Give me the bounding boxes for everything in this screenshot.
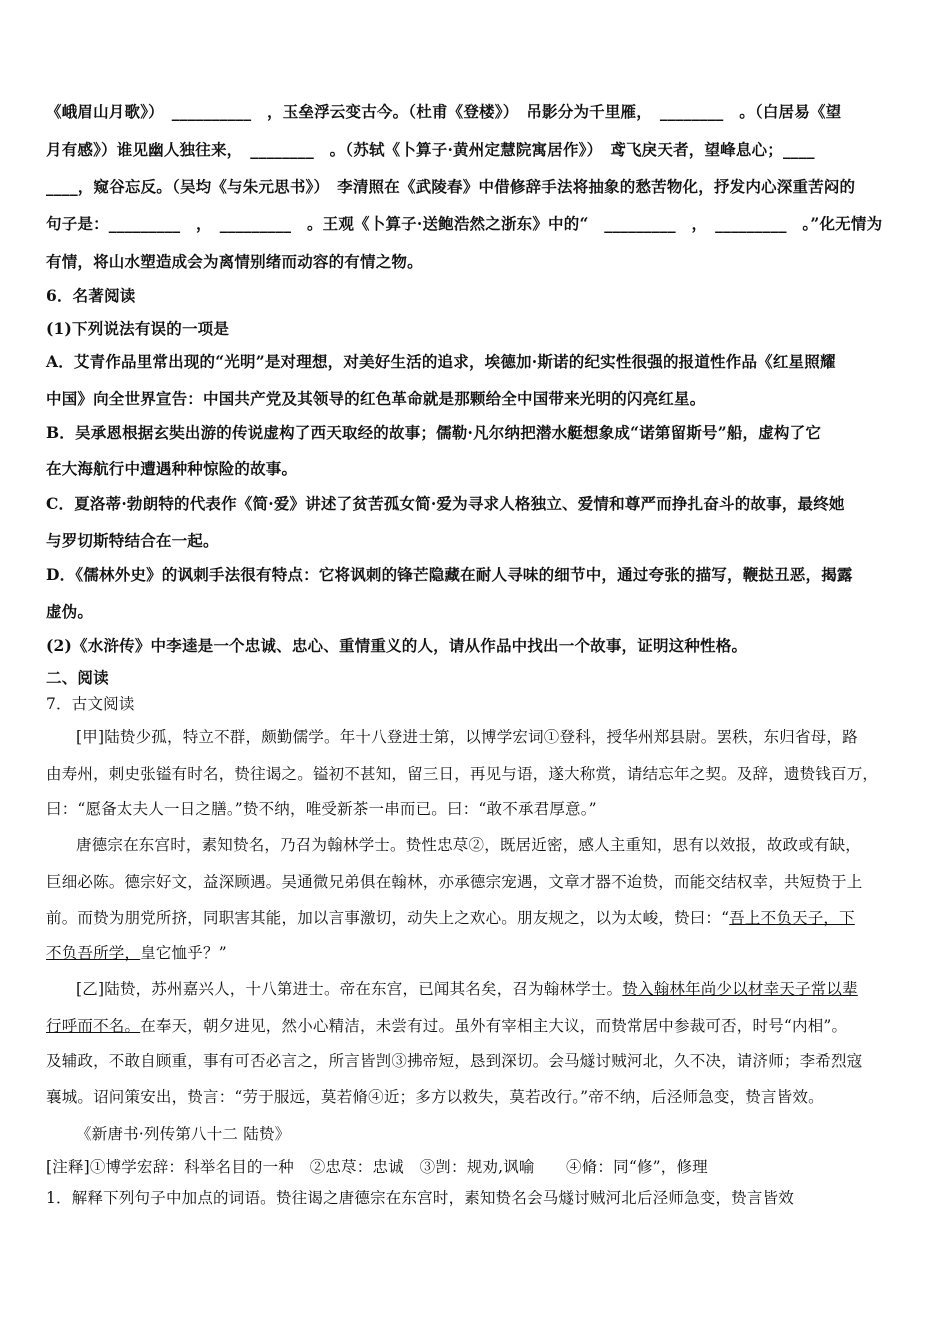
jia-line-6-text: 前。而贽为朋党所挤，同职害其能，加以言事激切，动失上之欢心。朋友规之，以为太峻，贽曰：“ [46,909,730,927]
option-d-line-2: 虚伪。 [46,602,94,621]
yi-line-1-text: [乙]陆贽，苏州嘉兴人，十八第进士。帝在东宫，已闻其名矣，召为翰林学士。 [76,980,623,998]
fill-blank-line-4: 句子是：_________ ， _________ 。王观《卜算子·送鲍浩然之浙东》中的“ _________ ， _________ 。”化无情为 [46,214,883,233]
section-6-title: 6．名著阅读 [46,286,136,305]
jia-line-5: 巨细必陈。德宗好文，益深顾遇。吴通微兄弟俱在翰林，亦承德宗宠遇，文章才器不迨贽，而能交结权幸，共短贽于上 [46,873,863,891]
option-b-line-2: 在大海航行中遭遇种种惊险的故事。 [46,459,298,478]
jia-line-1: [甲]陆贽少孤，特立不群，颇勤儒学。年十八登进士第，以博学宏词①登科，授华州郑县尉。罢秩，东归省母，路 [76,728,858,746]
jia-line-7 [46,943,908,963]
jia-line-4: 唐德宗在东宫时，素知贽名，乃召为翰林学士。贽性忠荩②，既居近密，感人主重知，思有以效报，故政或有缺， [76,836,862,854]
option-a-line-1: A．艾青作品里常出现的“光明”是对理想，对美好生活的追求，埃德加·斯诺的纪实性很强的报道性作品《红星照耀 [46,352,836,371]
fill-blank-line-5: 有情，将山水塑造成会为离情别绪而动容的有情之物。 [46,252,423,271]
yi-underlined-sentence-part-1: 贽入翰林年尚少以材幸天子常以辈 [622,980,858,998]
option-b-line-1: B．吴承恩根据玄奘出游的传说虚构了西天取经的故事；儒勒·凡尔纳把潜水艇想象成“诺第留斯号”船，虚构了它 [46,423,822,442]
annotation-notes: [注释]①博学宏辞：科举名目的一种 ②忠荩：忠诚 ③剀：规劝,讽喻 ④脩：同“修”，修理 [46,1158,708,1176]
yi-line-2-text: 在奉天，朝夕进见，然小心精洁，未尝有过。虽外有宰相主大议，而贽常居中参裁可否，时号“内相”。 [140,1017,848,1035]
section-7-title: 7．古文阅读 [46,695,135,713]
yi-line-3: 及辅政，不敢自顾重，事有可否必言之，所言皆剀③拂帝短，恳到深切。会马燧讨贼河北，久不决，请济师；李希烈寇 [46,1052,863,1070]
jia-underlined-sentence-part-1: 吾上不负天子，下 [729,909,855,927]
question-6-2: (2)《水浒传》中李逵是一个忠诚、忠心、重情重义的人，请从作品中找出一个故事，证明这种性格。 [46,636,748,655]
jia-line-3: 曰：“愿备太夫人一日之膳。”贽不纳，唯受新茶一串而已。曰：“敢不承君厚意。” [46,800,597,818]
question-6-1: (1)下列说法有误的一项是 [46,319,230,338]
yi-line-2 [46,1016,908,1036]
jia-line-6 [46,908,908,928]
yi-underlined-sentence-part-2: 行呼而不名。 [46,1017,141,1035]
fill-blank-line-3: ____，窥谷忘反。（吴均《与朱元思书》） 李清照在《武陵春》中借修辞手法将抽象的愁苦物化，抒发内心深重苦闷的 [46,177,856,196]
question-1: 1．解释下列句子中加点的词语。贽往谒之唐德宗在东宫时，素知贽名会马燧讨贼河北后泾师急变，贽言皆效 [46,1189,794,1207]
section-2-heading: 二、阅读 [46,668,109,687]
fill-blank-line-1: 《峨眉山月歌》） __________ ，玉垒浮云变古今。（杜甫《登楼》） 吊影分为千里雁， ________ 。（白居易《望 [46,102,842,121]
yi-line-1 [76,979,908,999]
option-c-line-2: 与罗切斯特结合在一起。 [46,531,219,550]
option-a-line-2: 中国》向全世界宣告：中国共产党及其领导的红色革命就是那颗给全中国带来光明的闪亮红星。 [46,389,706,408]
jia-line-7-text: 皇它恤乎？” [140,944,227,962]
fill-blank-line-2: 月有感》）谁见幽人独往来， ________ 。（苏轼《卜算子·黄州定慧院寓居作》） 鸢飞戾天者，望峰息心；____ [46,140,815,159]
yi-line-4: 襄城。诏问策安出，贽言：“劳于服远，莫若脩④近；多方以救失，莫若改行。”帝不纳，后泾师急变，贽言皆效。 [46,1088,824,1106]
jia-underlined-sentence-part-2: 不负吾所学， [46,944,141,962]
option-d-line-1: D．《儒林外史》的讽刺手法很有特点：它将讽刺的锋芒隐藏在耐人寻味的细节中，通过夸张的描写，鞭挞丑恶，揭露 [46,565,853,584]
source-citation: 《新唐书·列传第八十二 陆贽》 [76,1125,291,1143]
jia-line-2: 由寿州，刺史张镒有时名，贽往谒之。镒初不甚知，留三日，再见与语，遂大称赏，请结忘年之契。及辞，遗贽钱百万， [46,765,879,783]
option-c-line-1: C．夏洛蒂·勃朗特的代表作《简·爱》讲述了贫苦孤女简·爱为寻求人格独立、爱情和尊严而挣扎奋斗的故事，最终她 [46,494,845,513]
